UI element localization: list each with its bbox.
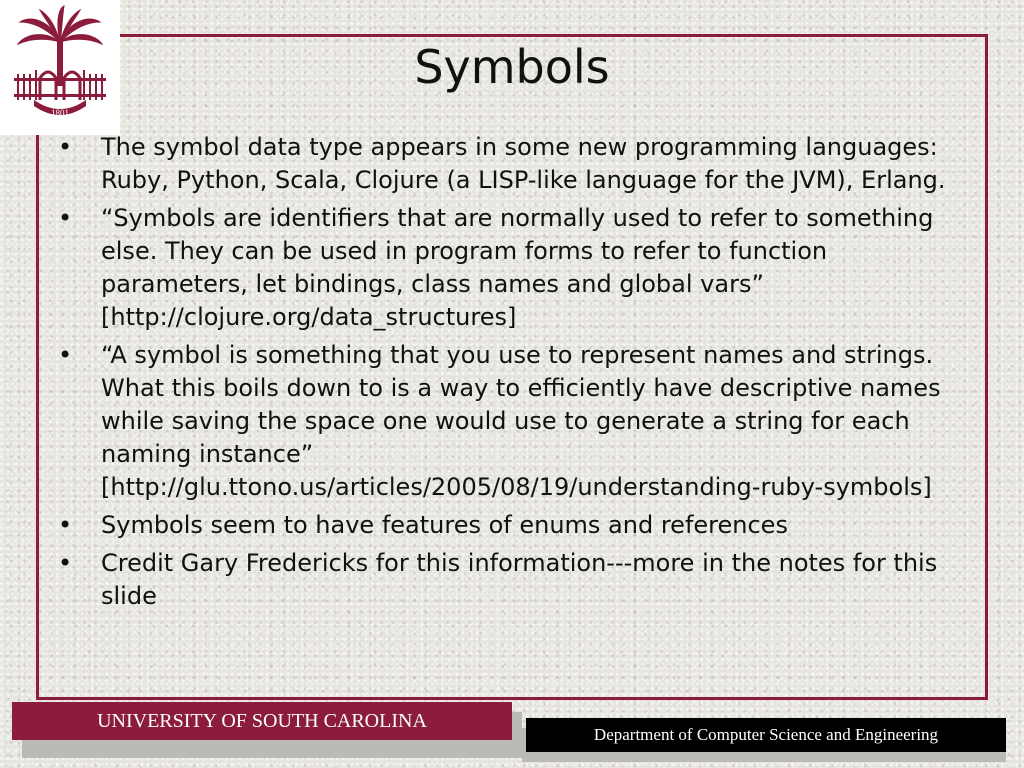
bullet-item [58, 339, 968, 504]
bullet-list [58, 131, 968, 618]
department-banner: Department of Computer Science and Engineering [526, 718, 1006, 752]
bullet-item [58, 202, 968, 334]
bullet-item [58, 131, 968, 197]
university-banner: UNIVERSITY OF SOUTH CAROLINA [12, 702, 512, 740]
bullet-marker: • [58, 549, 73, 577]
palmetto-tree-logo-icon [0, 0, 120, 135]
logo-container [0, 0, 120, 135]
bullet-marker: • [58, 204, 73, 232]
slide-title: Symbols [414, 40, 610, 94]
bullet-text: Credit Gary Fredericks for this information---more in the notes for this slide [101, 549, 938, 610]
bullet-item [58, 509, 968, 542]
bullet-text: “Symbols are identifiers that are normally used to refer to something else. They can be used in program forms to refer to function parameters, let bindings, class names and global vars” [http://clojure.org/data_structures] [101, 204, 934, 331]
bullet-text: “A symbol is something that you use to represent names and strings. What this boils down to is a way to efficiently have descriptive names while saving the space one would use to generate a string for each naming instance” [http://glu.ttono.us/articles/2005/08/19/understanding-ruby-symbols] [101, 341, 941, 501]
logo-year: 1801 [51, 108, 69, 118]
bullet-marker: • [58, 133, 73, 161]
bullet-text: The symbol data type appears in some new programming languages: Ruby, Python, Scala, Clojure (a LISP-like language for the JVM), Erlang. [101, 133, 946, 194]
bullet-text: Symbols seem to have features of enums and references [101, 511, 788, 539]
bullet-item [58, 547, 968, 613]
bullet-marker: • [58, 511, 73, 539]
bullet-marker: • [58, 341, 73, 369]
